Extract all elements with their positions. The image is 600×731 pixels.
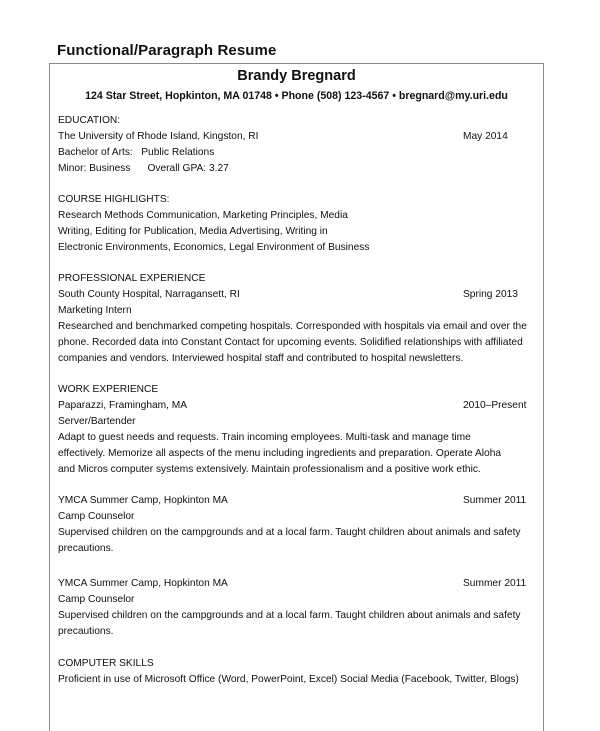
education-date: May 2014	[463, 131, 508, 142]
job-desc-line: precautions.	[58, 543, 114, 554]
job-date: Summer 2011	[463, 495, 527, 506]
courses-heading: COURSE HIGHLIGHTS:	[58, 194, 170, 205]
professional-heading: PROFESSIONAL EXPERIENCE	[58, 273, 206, 284]
professional-employer: South County Hospital, Narragansett, RI	[58, 289, 240, 300]
job-employer: YMCA Summer Camp, Hopkinton MA	[58, 495, 228, 506]
education-minor: Minor: Business Overall GPA: 3.27	[58, 163, 229, 174]
job-desc-line: effectively. Memorize all aspects of the menu including ingredients and preparation. Operate Aloha	[58, 448, 502, 459]
skills-section	[58, 656, 540, 688]
job-desc-line: Supervised children on the campgrounds and at a local farm. Taught children about animals and safety	[58, 527, 521, 538]
job-desc-line: and Micros computer systems extensively. Maintain professionalism and a positive work ethic.	[58, 464, 481, 475]
job-employer-row	[58, 576, 540, 592]
job-employer-row	[58, 398, 540, 414]
professional-date: Spring 2013	[463, 289, 518, 300]
job-role: Server/Bartender	[58, 416, 136, 427]
education-school: The University of Rhode Island, Kingston, RI	[58, 131, 259, 142]
skills-text: Proficient in use of Microsoft Office (Word, PowerPoint, Excel) Social Media (Facebook, Twitter, Blogs)	[58, 674, 519, 685]
job-employer: YMCA Summer Camp, Hopkinton MA	[58, 578, 228, 589]
professional-desc-line: companies and vendors. Interviewed hospital staff and contributed to hospital newsletters.	[58, 353, 464, 364]
work-heading: WORK EXPERIENCE	[58, 384, 159, 395]
job-role: Camp Counselor	[58, 594, 135, 605]
resume-name: Brandy Bregnard	[237, 68, 356, 84]
job-role: Camp Counselor	[58, 511, 135, 522]
education-degree: Bachelor of Arts: Public Relations	[58, 147, 215, 158]
professional-employer-row	[58, 287, 540, 303]
job-entry	[58, 576, 540, 640]
courses-line: Writing, Editing for Publication, Media Advertising, Writing in	[58, 226, 328, 237]
job-date: 2010–Present	[463, 400, 527, 411]
courses-line: Electronic Environments, Economics, Legal Environment of Business	[58, 242, 370, 253]
education-heading: EDUCATION:	[58, 115, 121, 126]
job-employer-row	[58, 493, 540, 509]
contact-line: 124 Star Street, Hopkinton, MA 01748 • Phone (508) 123-4567 • bregnard@my.uri.edu	[85, 90, 508, 102]
professional-desc-line: phone. Recorded data into Constant Contact for upcoming events. Solidified relationships with affiliated	[58, 337, 523, 348]
education-section	[58, 113, 540, 177]
courses-section	[58, 192, 540, 256]
work-section	[58, 382, 540, 478]
job-desc-line: precautions.	[58, 626, 114, 637]
job-desc-line: Supervised children on the campgrounds and at a local farm. Taught children about animals and safety	[58, 610, 521, 621]
page-title: Functional/Paragraph Resume	[57, 42, 277, 59]
job-desc-line: Adapt to guest needs and requests. Train incoming employees. Multi-task and manage time	[58, 432, 471, 443]
professional-desc-line: Researched and benchmarked competing hospitals. Corresponded with hospitals via email and over the	[58, 321, 527, 332]
professional-role: Marketing Intern	[58, 305, 132, 316]
skills-heading: COMPUTER SKILLS	[58, 658, 154, 669]
job-entry	[58, 493, 540, 557]
professional-section	[58, 271, 540, 367]
education-school-row	[58, 129, 540, 145]
resume-box	[49, 63, 544, 731]
job-date: Summer 2011	[463, 578, 527, 589]
courses-line: Research Methods Communication, Marketing Principles, Media	[58, 210, 348, 221]
job-employer: Paparazzi, Framingham, MA	[58, 400, 188, 411]
